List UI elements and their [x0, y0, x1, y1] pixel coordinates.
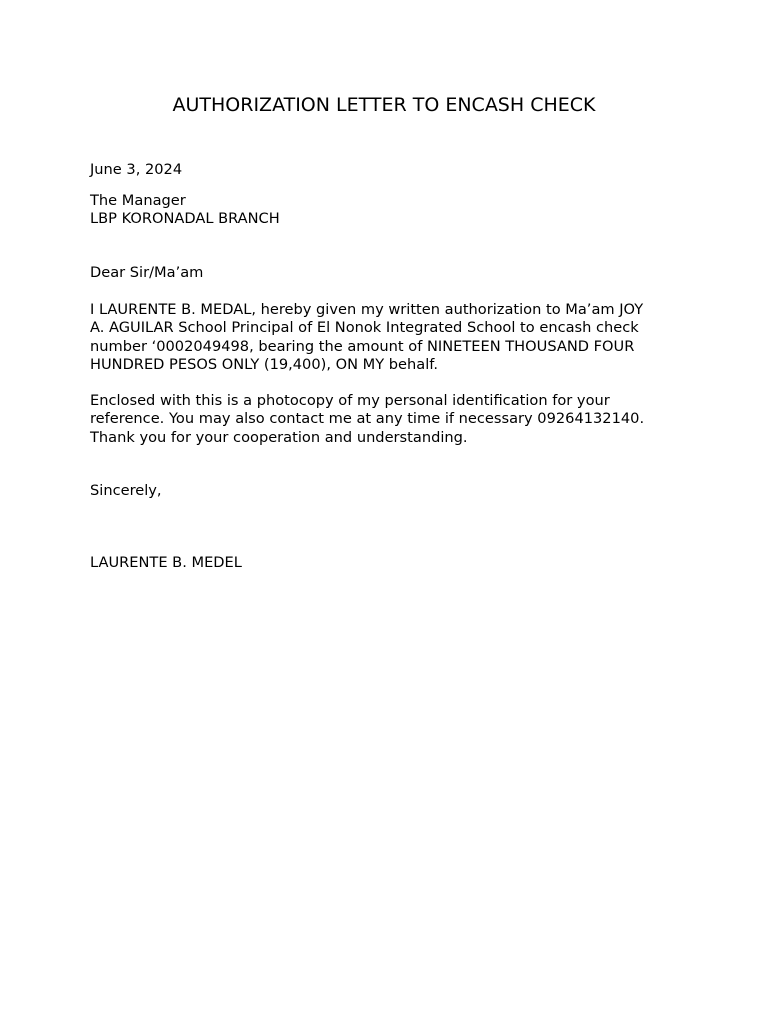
body-paragraph-authorization: [90, 301, 680, 374]
paragraph-line: reference. You may also contact me at any time if necessary 09264132140.: [90, 410, 645, 428]
paragraph-line: Enclosed with this is a photocopy of my personal identification for your: [90, 392, 610, 409]
body-paragraph-enclosure: [90, 392, 680, 447]
letter-title: AUTHORIZATION LETTER TO ENCASH CHECK: [172, 94, 596, 116]
paragraph-line: Thank you for your cooperation and understanding.: [90, 428, 468, 446]
letter-date: June 3, 2024: [90, 161, 183, 178]
recipient-address: [90, 192, 680, 229]
paragraph-line: A. AGUILAR School Principal of El Nonok Integrated School to encash check: [90, 319, 639, 337]
salutation: Dear Sir/Ma’am: [90, 264, 204, 281]
paragraph-line: I LAURENTE B. MEDAL, hereby given my written authorization to Ma’am JOY: [90, 301, 644, 318]
paragraph-line: number ‘0002049498, bearing the amount of NINETEEN THOUSAND FOUR: [90, 337, 635, 355]
recipient-name: The Manager: [90, 192, 186, 209]
closing: Sincerely,: [90, 482, 162, 499]
recipient-branch: LBP KORONADAL BRANCH: [90, 210, 280, 228]
paragraph-line: HUNDRED PESOS ONLY (19,400), ON MY behalf.: [90, 355, 438, 373]
signatory-name: LAURENTE B. MEDEL: [90, 554, 242, 571]
